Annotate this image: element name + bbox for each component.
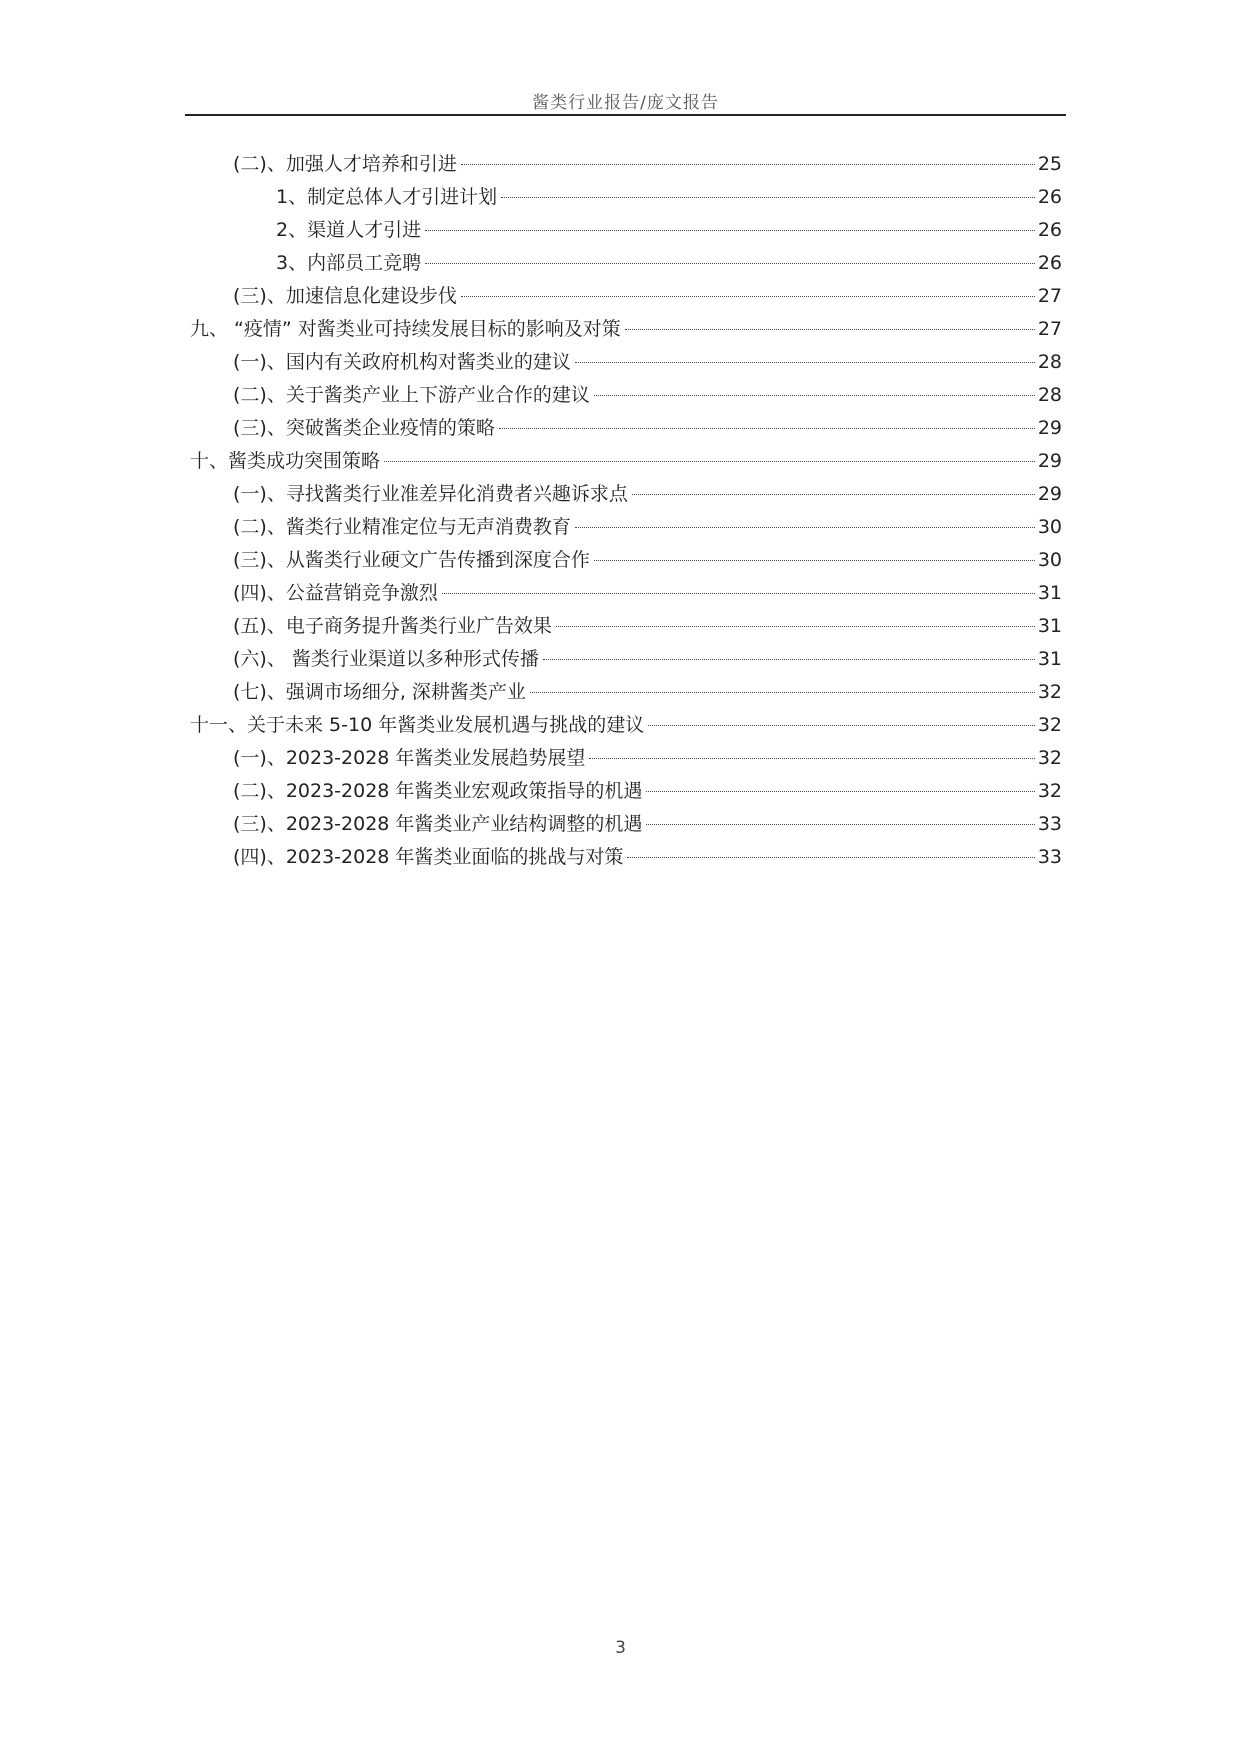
toc-entry-label: (二)、加强人才培养和引进 [233,153,457,175]
toc-entry-label: 1、制定总体人才引进计划 [276,186,498,208]
toc-dot-leader [556,626,1035,627]
toc-entry-label: 2、渠道人才引进 [276,219,422,241]
toc-entry-page: 27 [1037,318,1062,340]
toc-entry-page: 29 [1037,417,1062,439]
toc-entry-page: 29 [1037,450,1062,472]
toc-entry-page: 33 [1037,846,1062,868]
toc-entry-page: 26 [1037,252,1062,274]
toc-dot-leader [632,494,1035,495]
toc-dot-leader [646,824,1034,825]
toc-entry-page: 27 [1037,285,1062,307]
toc-dot-leader [384,461,1035,462]
toc-entry[interactable] [185,544,1062,577]
toc-entry-label: (四)、公益营销竞争激烈 [233,582,438,604]
toc-entry-label: (五)、电子商务提升酱类行业广告效果 [233,615,552,637]
toc-entry-label: (四)、2023-2028 年酱类业面临的挑战与对策 [233,846,624,868]
toc-entry-page: 31 [1037,582,1062,604]
toc-dot-leader [575,527,1035,528]
toc-entry-label: 九、 “疫情” 对酱类业可持续发展目标的影响及对策 [190,318,621,340]
toc-entry[interactable] [185,577,1062,610]
toc-entry[interactable] [185,181,1062,214]
toc-dot-leader [442,593,1035,594]
toc-entry[interactable] [185,214,1062,247]
table-of-contents [185,148,1062,874]
toc-dot-leader [425,230,1035,231]
toc-entry-page: 26 [1037,219,1062,241]
toc-dot-leader [646,791,1034,792]
toc-entry-page: 32 [1037,780,1062,802]
toc-entry-page: 29 [1037,483,1062,505]
toc-entry-page: 26 [1037,186,1062,208]
toc-dot-leader [589,758,1034,759]
toc-entry[interactable] [185,247,1062,280]
toc-entry[interactable] [185,511,1062,544]
toc-entry[interactable] [185,346,1062,379]
toc-entry[interactable] [185,676,1062,709]
toc-dot-leader [575,362,1035,363]
toc-entry-label: (六)、 酱类行业渠道以多种形式传播 [233,648,539,670]
toc-entry[interactable] [185,478,1062,511]
header-divider [185,114,1066,116]
toc-entry[interactable] [185,775,1062,808]
toc-dot-leader [461,164,1035,165]
toc-entry[interactable] [185,313,1062,346]
toc-entry-label: (七)、强调市场细分, 深耕酱类产业 [233,681,526,703]
toc-entry-page: 32 [1037,714,1062,736]
toc-entry[interactable] [185,709,1062,742]
toc-entry-label: 3、内部员工竞聘 [276,252,422,274]
toc-dot-leader [594,395,1035,396]
toc-entry-label: (二)、2023-2028 年酱类业宏观政策指导的机遇 [233,780,643,802]
toc-dot-leader [627,857,1034,858]
toc-entry[interactable] [185,643,1062,676]
toc-entry-label: (二)、酱类行业精准定位与无声消费教育 [233,516,571,538]
toc-entry[interactable] [185,412,1062,445]
toc-entry-page: 31 [1037,648,1062,670]
toc-entry-page: 32 [1037,747,1062,769]
toc-entry-page: 25 [1037,153,1062,175]
toc-entry[interactable] [185,808,1062,841]
page-header-title: 酱类行业报告/庞文报告 [532,93,719,113]
toc-entry-page: 30 [1037,549,1062,571]
toc-entry-label: (三)、加速信息化建设步伐 [233,285,457,307]
toc-dot-leader [543,659,1035,660]
toc-entry-page: 31 [1037,615,1062,637]
toc-entry-label: 十、酱类成功突围策略 [190,450,381,472]
toc-entry-label: (一)、2023-2028 年酱类业发展趋势展望 [233,747,586,769]
toc-entry-label: (三)、突破酱类企业疫情的策略 [233,417,495,439]
toc-dot-leader [499,428,1035,429]
toc-entry-label: (三)、2023-2028 年酱类业产业结构调整的机遇 [233,813,643,835]
toc-entry[interactable] [185,379,1062,412]
toc-dot-leader [461,296,1035,297]
toc-entry-label: (一)、国内有关政府机构对酱类业的建议 [233,351,571,373]
toc-entry-page: 28 [1037,384,1062,406]
toc-entry-label: (一)、寻找酱类行业准差异化消费者兴趣诉求点 [233,483,628,505]
toc-entry-page: 30 [1037,516,1062,538]
toc-dot-leader [530,692,1035,693]
toc-entry-label: (三)、从酱类行业硬文广告传播到深度合作 [233,549,590,571]
toc-entry[interactable] [185,148,1062,181]
toc-dot-leader [501,197,1035,198]
toc-dot-leader [594,560,1035,561]
toc-entry[interactable] [185,280,1062,313]
toc-dot-leader [425,263,1035,264]
toc-dot-leader [625,329,1035,330]
toc-entry[interactable] [185,610,1062,643]
toc-entry-page: 33 [1037,813,1062,835]
toc-entry-page: 28 [1037,351,1062,373]
toc-dot-leader [648,725,1035,726]
toc-entry[interactable] [185,445,1062,478]
toc-entry-page: 32 [1037,681,1062,703]
toc-entry[interactable] [185,841,1062,874]
toc-entry-label: (二)、关于酱类产业上下游产业合作的建议 [233,384,590,406]
page-number: 3 [615,1638,626,1658]
toc-entry-label: 十一、关于未来 5-10 年酱类业发展机遇与挑战的建议 [190,714,645,736]
toc-entry[interactable] [185,742,1062,775]
